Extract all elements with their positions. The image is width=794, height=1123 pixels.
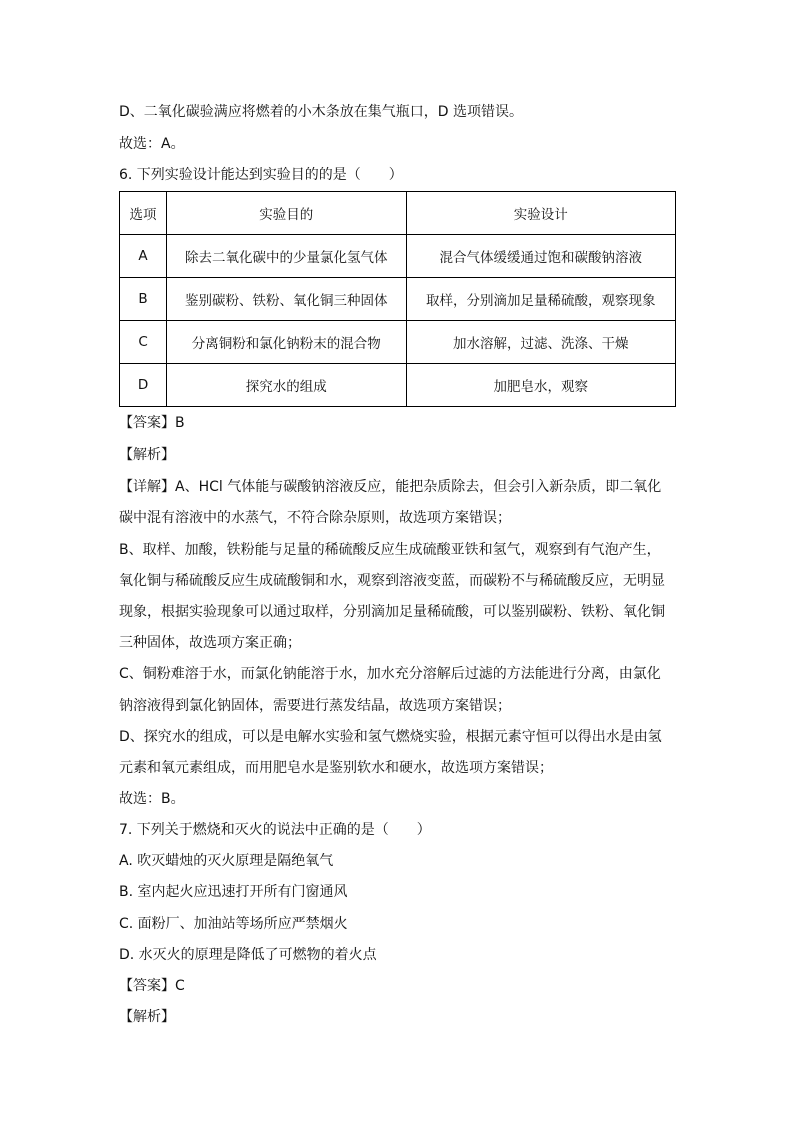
- analysis-label-6: 【解析】: [119, 447, 175, 463]
- table-cell-option: B: [120, 278, 167, 321]
- table-cell-purpose: 鉴别碳粉、铁粉、氧化铜三种固体: [167, 278, 406, 321]
- question-7-option-c: C. 面粉厂、加油站等场所应严禁烟火: [119, 916, 348, 932]
- question-7-option-b: B. 室内起火应迅速打开所有门窗通风: [119, 884, 348, 900]
- table-cell-design: 取样，分别滴加足量稀硫酸，观察现象: [406, 278, 676, 321]
- explanation-line: 钠溶液得到氯化钠固体，需要进行蒸发结晶，故选项方案错误；: [119, 698, 511, 714]
- table-header-design: 实验设计: [406, 192, 676, 235]
- answer-choice-6: 故选：B。: [119, 791, 185, 807]
- table-cell-option: A: [120, 235, 167, 278]
- table-row: [120, 235, 676, 278]
- analysis-label-7: 【解析】: [119, 1009, 175, 1025]
- explanation-line: B、取样、加酸，铁粉能与足量的稀硫酸反应生成硫酸亚铁和氢气，观察到有气泡产生，: [119, 542, 661, 558]
- table-cell-option: C: [120, 321, 167, 364]
- table-row: [120, 278, 676, 321]
- answer-label-6: 【答案】B: [119, 415, 185, 431]
- explanation-line: D、探究水的组成，可以是电解水实验和氢气燃烧实验，根据元素守恒可以得出水是由氢: [119, 729, 662, 745]
- question-6-table: [119, 191, 676, 407]
- explanation-line: 元素和氧元素组成，而用肥皂水是鉴别软水和硬水，故选项方案错误；: [119, 760, 553, 776]
- table-cell-purpose: 探究水的组成: [167, 364, 406, 407]
- previous-answer-choice: 故选：A。: [119, 136, 185, 152]
- table-cell-design: 混合气体缓缓通过饱和碳酸钠溶液: [406, 235, 676, 278]
- question-7-stem: 7. 下列关于燃烧和灭火的说法中正确的是（ ）: [119, 822, 431, 838]
- question-7-option-a: A. 吹灭蜡烛的灭火原理是隔绝氧气: [119, 853, 334, 869]
- explanation-line: 三种固体，故选项方案正确；: [119, 635, 301, 651]
- table-header-option: 选项: [120, 192, 167, 235]
- question-7-option-d: D. 水灭火的原理是降低了可燃物的着火点: [119, 947, 377, 963]
- table-row: [120, 321, 676, 364]
- table-cell-design: 加肥皂水，观察: [406, 364, 676, 407]
- table-header-row: [120, 192, 676, 235]
- table-cell-design: 加水溶解，过滤、洗涤、干燥: [406, 321, 676, 364]
- answer-label-7: 【答案】C: [119, 978, 185, 994]
- question-6-stem: 6. 下列实验设计能达到实验目的的是（ ）: [119, 167, 403, 183]
- explanation-line: 氧化铜与稀硫酸反应生成硫酸铜和水，观察到溶液变蓝，而碳粉不与稀硫酸反应，无明显: [119, 573, 665, 589]
- previous-answer-line-d: D、二氧化碳验满应将燃着的小木条放在集气瓶口，D 选项错误。: [119, 104, 524, 120]
- table-cell-option: D: [120, 364, 167, 407]
- explanation-line: 现象，根据实验现象可以通过取样，分别滴加足量稀硫酸，可以鉴别碳粉、铁粉、氧化铜: [119, 604, 665, 620]
- table-row: [120, 364, 676, 407]
- table-header-purpose: 实验目的: [167, 192, 406, 235]
- explanation-line: 碳中混有溶液中的水蒸气，不符合除杂原则，故选项方案错误；: [119, 510, 511, 526]
- table-cell-purpose: 分离铜粉和氯化钠粉末的混合物: [167, 321, 406, 364]
- table-cell-purpose: 除去二氧化碳中的少量氯化氢气体: [167, 235, 406, 278]
- explanation-line: C、铜粉难溶于水，而氯化钠能溶于水，加水充分溶解后过滤的方法能进行分离，由氯化: [119, 666, 661, 682]
- explanation-line: 【详解】A、HCl 气体能与碳酸钠溶液反应，能把杂质除去，但会引入新杂质，即二氧化: [119, 479, 662, 495]
